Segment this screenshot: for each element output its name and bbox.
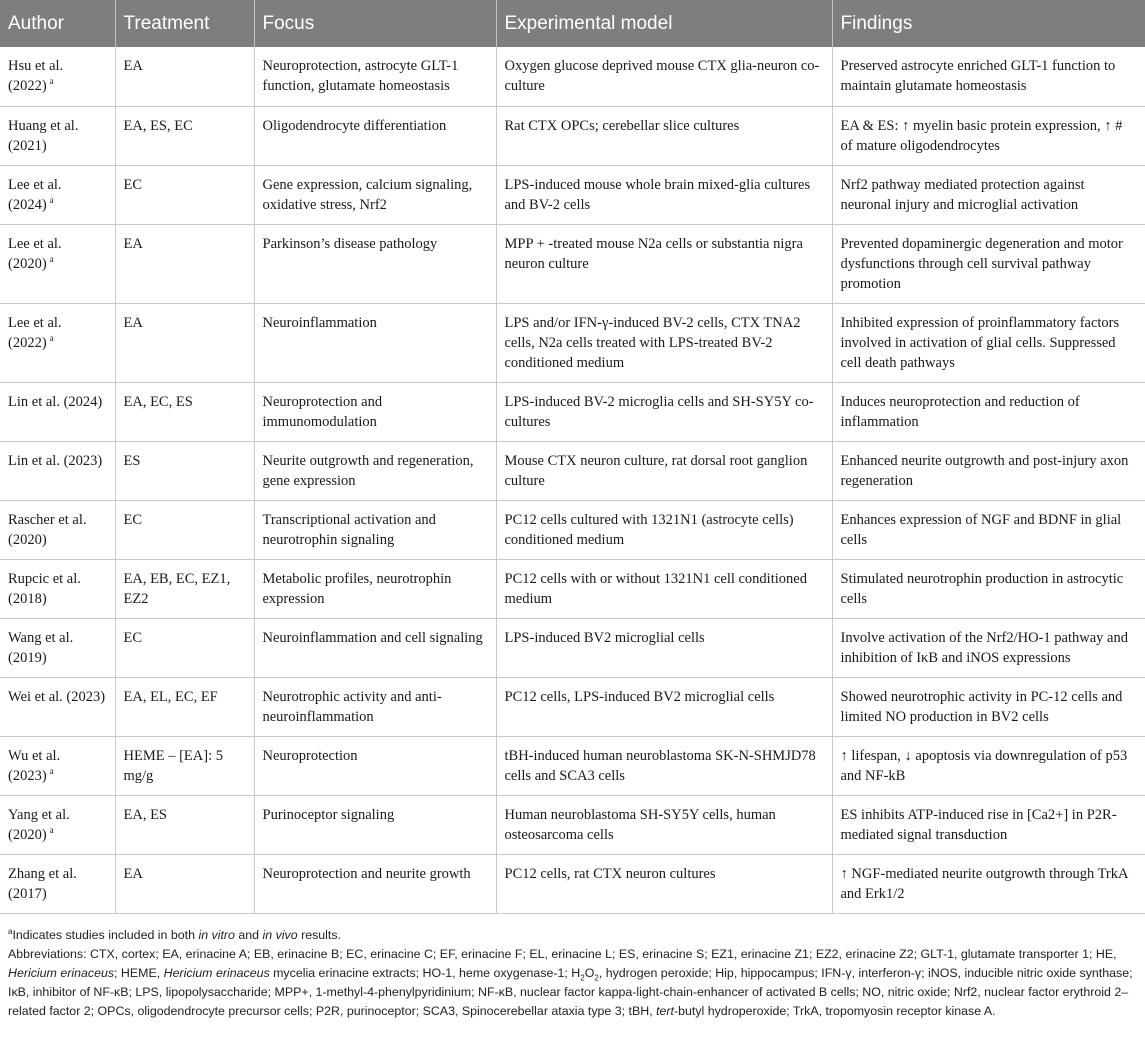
cell-experimental-model-text: LPS-induced mouse whole brain mixed-glia cultures and BV-2 cells [504,176,811,213]
cell-experimental-model-text: PC12 cells, rat CTX neuron cultures [504,865,716,882]
cell-findings-text: ES inhibits ATP-induced rise in [Ca2+] in P2R-mediated signal transduction [840,806,1117,843]
cell-findings-text: Enhances expression of NGF and BDNF in glial cells [840,511,1122,548]
footnote [8,926,1138,945]
cell-author-text: Zhang et al. (2017) [8,865,77,902]
table-row [0,736,1145,795]
table-row [0,303,1145,382]
cell-experimental-model [496,382,832,441]
header-findings: Findings [832,0,1145,47]
cell-findings [832,224,1145,303]
header-row [0,0,1145,47]
footnote-marker: a [49,76,54,87]
cell-author-text: Rupcic et al. (2018) [8,570,81,607]
cell-focus-text: Neuroprotection and immunomodulation [262,393,383,430]
cell-focus [254,559,496,618]
cell-author-text: Lin et al. (2023) [8,452,103,469]
cell-experimental-model [496,795,832,854]
abbreviations-text: Abbreviations: CTX, cortex; EA, erinacine A; EB, erinacine B; EC, erinacine C; EF, erinacine F; EL, erinacine L; ES, erinacine S; EZ1, erinacine Z1; EZ2, erinacine Z2; GLT-1, glutamate transporter 1; HE, [8,947,1117,961]
cell-author [0,441,115,500]
cell-treatment [115,303,254,382]
cell-author [0,382,115,441]
table-row [0,677,1145,736]
cell-treatment [115,441,254,500]
cell-findings-text: Showed neurotrophic activity in PC-12 cells and limited NO production in BV2 cells [840,688,1123,725]
tert-prefix: tert [656,1004,674,1018]
species-name: Hericium erinaceus [163,966,270,980]
cell-treatment-text: EA [123,235,143,252]
cell-findings-text: Stimulated neurotrophin production in astrocytic cells [840,570,1124,607]
cell-focus [254,303,496,382]
cell-author-text: Wei et al. (2023) [8,688,106,705]
cell-author [0,47,115,106]
cell-treatment [115,165,254,224]
cell-findings-text: ↑ lifespan, ↓ apoptosis via downregulation of p53 and NF-kB [840,747,1128,784]
table-notes [8,926,1138,1021]
cell-treatment-text: EC [123,511,143,528]
species-name: Hericium erinaceus [8,966,115,980]
cell-focus [254,795,496,854]
header-focus: Focus [254,0,496,47]
cell-experimental-model-text: PC12 cells, LPS-induced BV2 microglial cells [504,688,775,705]
cell-treatment [115,500,254,559]
cell-experimental-model [496,441,832,500]
cell-findings-text: EA & ES: ↑ myelin basic protein expression, ↑ # of mature oligodendrocytes [840,117,1123,154]
cell-treatment-text: EA [123,314,143,331]
cell-author [0,677,115,736]
cell-author-text: Lee et al. (2022) [8,314,62,351]
cell-treatment-text: EC [123,176,143,193]
cell-author-text: Wang et al. (2019) [8,629,74,666]
cell-experimental-model-text: MPP + -treated mouse N2a cells or substantia nigra neuron culture [504,235,803,272]
cell-author-text: Yang et al. (2020) [8,806,70,843]
cell-focus-text: Neuroprotection, astrocyte GLT-1 function, glutamate homeostasis [262,58,459,94]
cell-experimental-model-text: Human neuroblastoma SH-SY5Y cells, human osteosarcoma cells [504,806,776,843]
cell-treatment-text: EA, ES [123,806,167,823]
cell-treatment-text: EA, EB, EC, EZ1, EZ2 [123,570,231,607]
cell-treatment [115,795,254,854]
cell-author [0,303,115,382]
cell-experimental-model-text: LPS and/or IFN-γ-induced BV-2 cells, CTX TNA2 cells, N2a cells treated with LPS-treated BV-2 conditioned medium [504,314,801,371]
cell-treatment-text: ES [123,452,141,469]
header-treatment: Treatment [115,0,254,47]
cell-author-text: Huang et al. (2021) [8,117,79,154]
cell-experimental-model-text: tBH-induced human neuroblastoma SK-N-SHMJD78 cells and SCA3 cells [504,747,816,784]
table-row [0,224,1145,303]
cell-author [0,795,115,854]
cell-author-text: Wu et al. (2023) [8,747,61,784]
cell-focus [254,500,496,559]
cell-focus [254,618,496,677]
cell-treatment-text: EA [123,865,143,882]
cell-treatment-text: EA, EC, ES [123,393,193,410]
cell-treatment [115,618,254,677]
cell-focus-text: Neurite outgrowth and regeneration, gene expression [262,452,474,489]
cell-treatment [115,224,254,303]
cell-experimental-model [496,736,832,795]
cell-author-text: Lee et al. (2024) [8,176,62,213]
cell-focus-text: Transcriptional activation and neurotrophin signaling [262,511,436,548]
abbreviations-text: -butyl hydroperoxide; TrkA, tropomyosin receptor kinase A. [673,1004,996,1018]
footnote-marker: a [49,332,54,343]
cell-experimental-model-text: Oxygen glucose deprived mouse CTX glia-neuron co-culture [504,58,820,94]
abbreviations-text: O [584,966,595,980]
table-row [0,441,1145,500]
cell-findings [832,736,1145,795]
cell-author-text: Hsu et al. (2022) [8,58,64,94]
footnote-mark: a [8,926,13,936]
footnote-in-vitro: in vitro [198,928,235,942]
cell-experimental-model [496,47,832,106]
abbreviations-text: mycelia erinacine extracts; HO-1, heme oxygenase-1; H [269,966,581,980]
cell-treatment-text: EA, EL, EC, EF [123,688,218,705]
cell-author-text: Rascher et al. (2020) [8,511,87,548]
cell-experimental-model-text: PC12 cells with or without 1321N1 cell conditioned medium [504,570,807,607]
abbreviations [8,945,1138,1021]
table-header [0,0,1145,47]
cell-experimental-model [496,854,832,913]
cell-findings [832,106,1145,165]
cell-focus [254,106,496,165]
table-row [0,500,1145,559]
cell-findings [832,303,1145,382]
subscript: 2 [594,973,599,983]
footnote-marker: a [49,824,54,835]
cell-findings-text: Nrf2 pathway mediated protection against neuronal injury and microglial activation [840,176,1085,213]
cell-focus-text: Neuroinflammation and cell signaling [262,629,483,646]
footnote-text: results. [297,928,342,942]
cell-experimental-model-text: PC12 cells cultured with 1321N1 (astrocyte cells) conditioned medium [504,511,794,548]
cell-treatment-text: EA, ES, EC [123,117,193,134]
cell-focus-text: Oligodendrocyte differentiation [262,117,447,134]
cell-treatment-text: HEME – [EA]: 5 mg/g [123,747,223,784]
cell-author [0,854,115,913]
footnote-marker: a [49,765,54,776]
cell-focus [254,165,496,224]
footnote-in-vivo: in vivo [262,928,298,942]
cell-findings-text: Enhanced neurite outgrowth and post-injury axon regeneration [840,452,1129,489]
cell-findings-text: Inhibited expression of proinflammatory factors involved in activation of glial cells. Suppressed cell death pathways [840,314,1120,371]
cell-findings [832,165,1145,224]
cell-experimental-model [496,106,832,165]
cell-experimental-model-text: LPS-induced BV2 microglial cells [504,629,705,646]
table-row [0,618,1145,677]
cell-focus [254,441,496,500]
cell-findings-text: Prevented dopaminergic degeneration and motor dysfunctions through cell survival pathway promotion [840,235,1123,292]
cell-treatment [115,854,254,913]
footnote-text: and [234,928,263,942]
cell-findings [832,500,1145,559]
cell-experimental-model-text: LPS-induced BV-2 microglia cells and SH-SY5Y co-cultures [504,393,814,430]
cell-findings [832,854,1145,913]
cell-focus [254,382,496,441]
cell-treatment [115,47,254,106]
cell-author-text: Lin et al. (2024) [8,393,103,410]
cell-findings-text: Preserved astrocyte enriched GLT-1 function to maintain glutamate homeostasis [840,58,1116,94]
cell-findings-text: ↑ NGF-mediated neurite outgrowth through TrkA and Erk1/2 [840,865,1128,902]
table-row [0,559,1145,618]
cell-focus-text: Gene expression, calcium signaling, oxidative stress, Nrf2 [262,176,473,213]
cell-treatment [115,559,254,618]
cell-experimental-model [496,618,832,677]
cell-treatment [115,677,254,736]
cell-findings [832,618,1145,677]
cell-author-text: Lee et al. (2020) [8,235,62,272]
cell-findings [832,47,1145,106]
cell-experimental-model [496,224,832,303]
cell-focus-text: Neuroinflammation [262,314,377,331]
table-row [0,47,1145,106]
cell-experimental-model [496,677,832,736]
cell-author [0,224,115,303]
footnote-text: Indicates studies included in both [12,928,199,942]
cell-experimental-model [496,303,832,382]
cell-findings [832,441,1145,500]
cell-author [0,500,115,559]
table-row [0,854,1145,913]
cell-experimental-model [496,165,832,224]
cell-author [0,559,115,618]
table-body [0,47,1145,913]
header-author: Author [0,0,115,47]
cell-focus [254,677,496,736]
cell-findings [832,559,1145,618]
cell-experimental-model [496,500,832,559]
cell-findings-text: Involve activation of the Nrf2/HO-1 pathway and inhibition of IκB and iNOS expressions [840,629,1128,666]
cell-treatment-text: EA [123,58,143,74]
cell-treatment [115,382,254,441]
cell-focus [254,47,496,106]
cell-findings [832,382,1145,441]
cell-focus [254,736,496,795]
cell-findings-text: Induces neuroprotection and reduction of inflammation [840,393,1080,430]
cell-author [0,106,115,165]
cell-focus [254,854,496,913]
table-row [0,106,1145,165]
cell-treatment [115,106,254,165]
cell-findings [832,677,1145,736]
cell-experimental-model-text: Mouse CTX neuron culture, rat dorsal root ganglion culture [504,452,808,489]
subscript: 2 [580,973,585,983]
cell-experimental-model-text: Rat CTX OPCs; cerebellar slice cultures [504,117,740,134]
cell-focus-text: Neuroprotection and neurite growth [262,865,471,882]
cell-author [0,618,115,677]
footnote-marker: a [49,253,54,264]
table-row [0,382,1145,441]
abbreviations-text: ; HEME, [114,966,164,980]
cell-focus-text: Parkinson’s disease pathology [262,235,438,252]
cell-author [0,736,115,795]
cell-focus [254,224,496,303]
cell-treatment [115,736,254,795]
cell-experimental-model [496,559,832,618]
cell-findings [832,795,1145,854]
cell-focus-text: Purinoceptor signaling [262,806,395,823]
table-row [0,795,1145,854]
cell-treatment-text: EC [123,629,143,646]
cell-author [0,165,115,224]
cell-focus-text: Neurotrophic activity and anti-neuroinflammation [262,688,442,725]
cell-focus-text: Metabolic profiles, neurotrophin expression [262,570,452,607]
abbreviations-text: , hydrogen peroxide; Hip, hippocampus; IFN-γ, interferon-γ; iNOS, inducible nitric oxide synthase; IκB, inhibitor of NF-κB; LPS, lipopolysaccharide; MPP+, 1-methyl-4-phenylpyridinium; NF-κB, nuclear factor kappa-light-chain-enhancer of activated B cells; NO, nitric oxide; Nrf2, nuclear factor erythroid 2–related factor 2; OPCs, oligodendrocyte precursor cells; P2R, purinoceptor; SCA3, Spinocerebellar ataxia type 3; tBH, [8,966,1133,1018]
header-experimental-model: Experimental model [496,0,832,47]
cell-focus-text: Neuroprotection [262,747,358,764]
footnote-marker: a [49,194,54,205]
table-row [0,165,1145,224]
